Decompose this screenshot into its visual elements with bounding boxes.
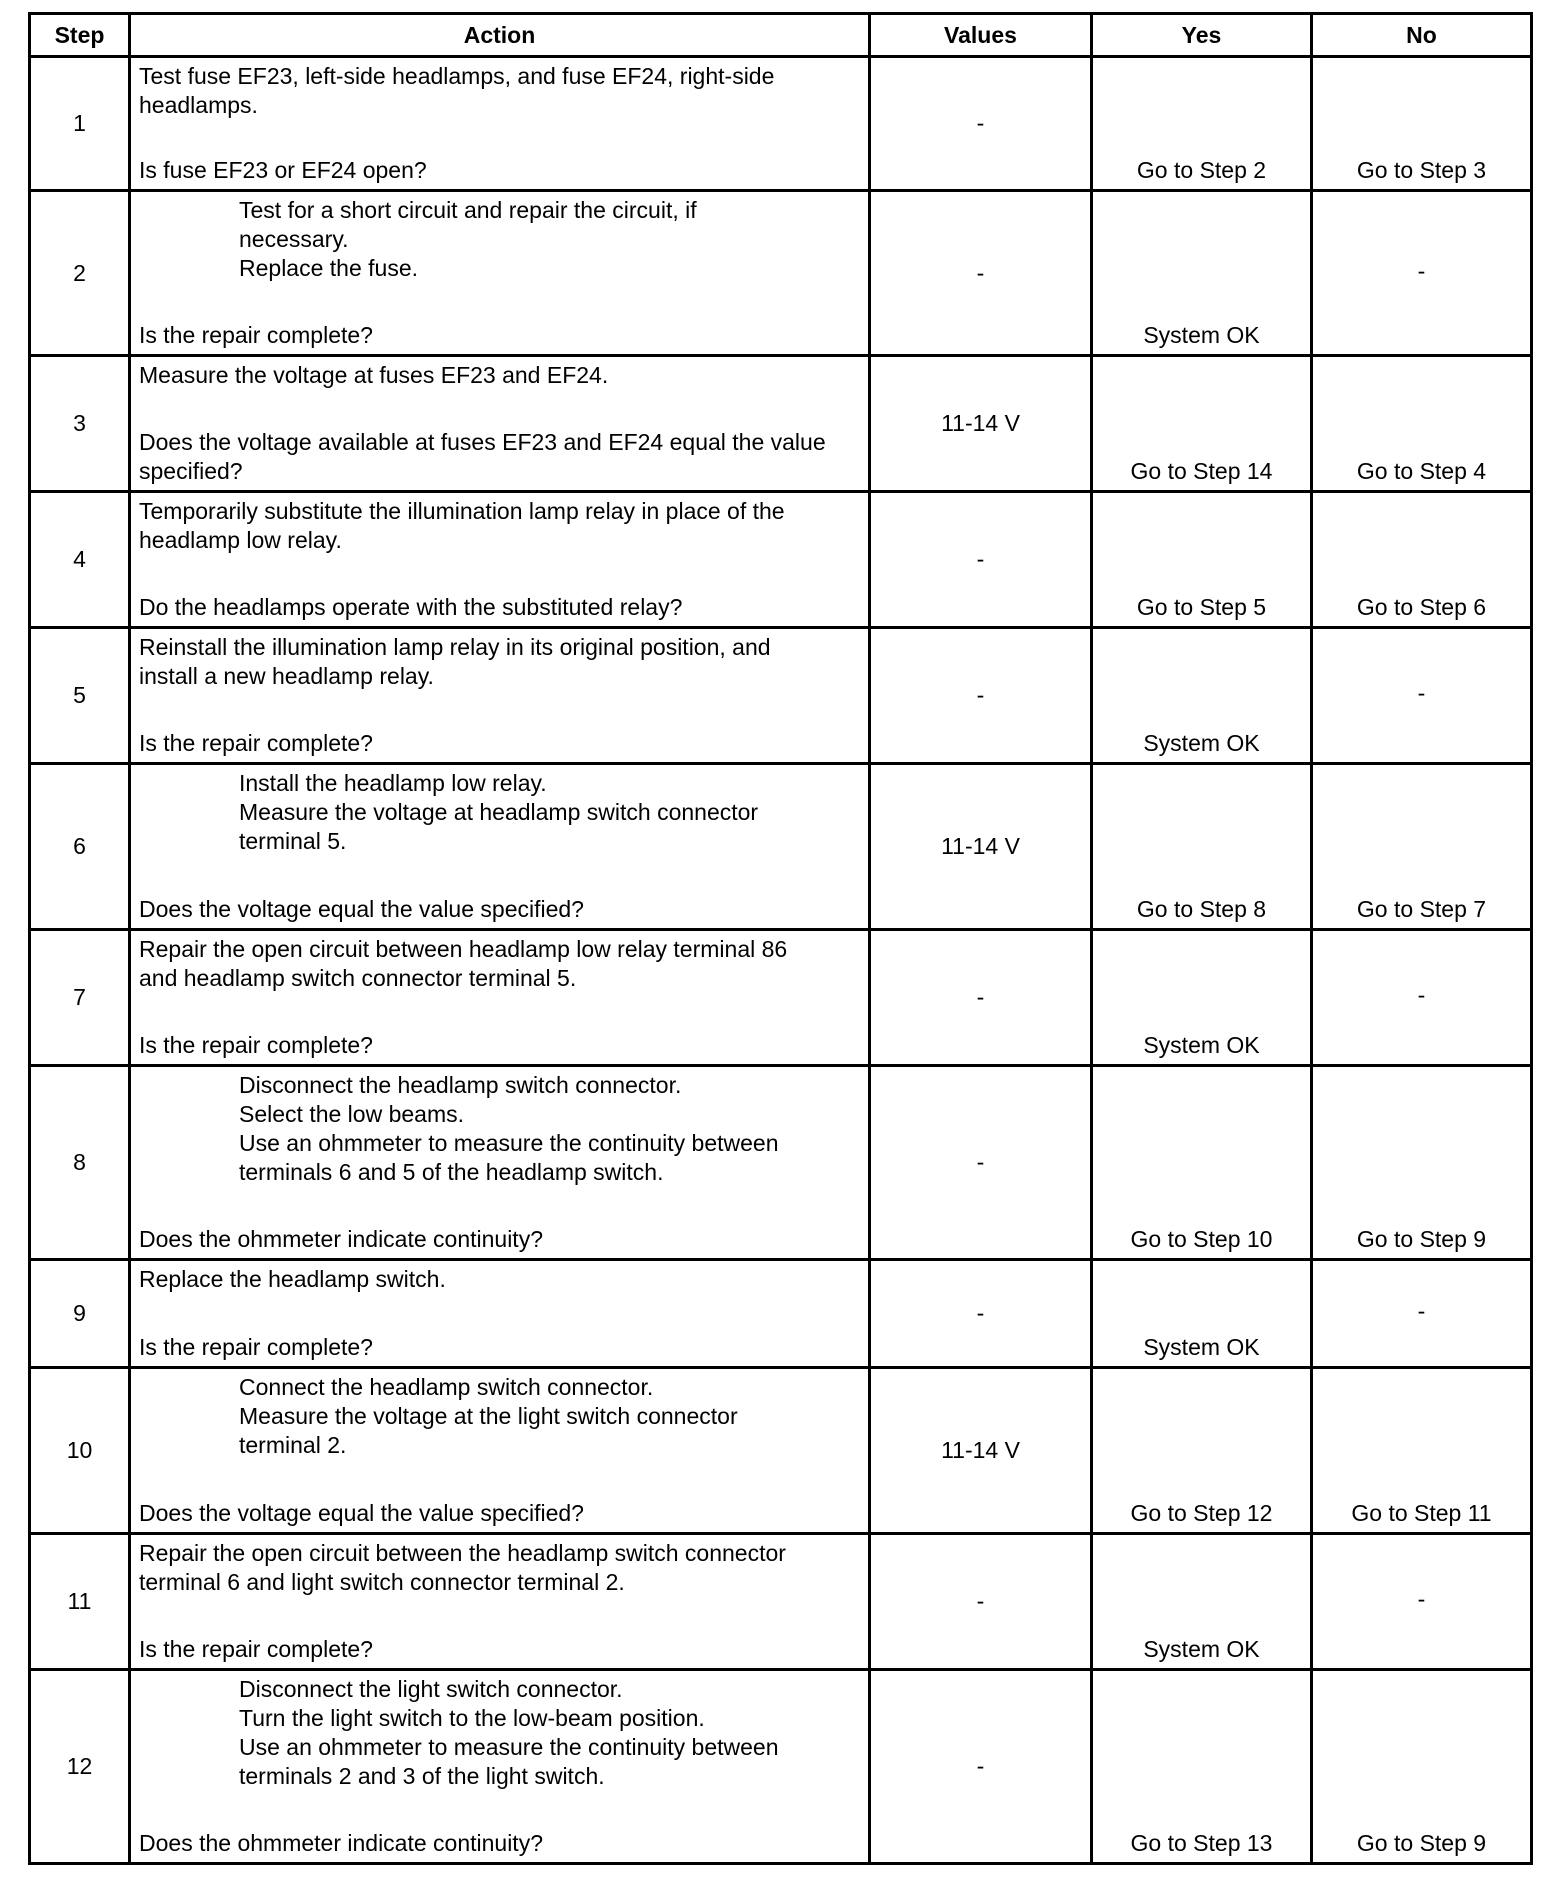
action-instructions — [139, 361, 860, 390]
action-question: Is the repair complete? — [139, 1334, 373, 1360]
no-cell: - — [1312, 1260, 1532, 1368]
yes-cell: Go to Step 2 — [1092, 57, 1312, 191]
step-number: 8 — [30, 1066, 130, 1260]
step-number: 6 — [30, 764, 130, 930]
action-question: Is fuse EF23 or EF24 open? — [139, 157, 427, 183]
table-row — [30, 492, 1532, 628]
action-cell — [130, 1368, 870, 1534]
header-action: Action — [130, 14, 870, 57]
action-line: Disconnect the light switch connector. — [239, 1676, 623, 1702]
action-line: terminals 6 and 5 of the headlamp switch. — [239, 1159, 664, 1185]
table-row — [30, 1534, 1532, 1670]
action-cell — [130, 356, 870, 492]
header-values: Values — [870, 14, 1092, 57]
action-cell — [130, 930, 870, 1066]
action-line: Reinstall the illumination lamp relay in its original position, and — [139, 634, 771, 660]
action-question: Does the ohmmeter indicate continuity? — [139, 1830, 543, 1856]
value-cell: - — [870, 191, 1092, 356]
action-instructions — [139, 196, 860, 283]
value-cell: - — [870, 492, 1092, 628]
table-row — [30, 764, 1532, 930]
action-line: Test for a short circuit and repair the circuit, if — [239, 197, 697, 223]
step-number: 10 — [30, 1368, 130, 1534]
action-question: Does the voltage equal the value specified? — [139, 896, 584, 922]
action-question: Is the repair complete? — [139, 1636, 373, 1662]
yes-cell: Go to Step 14 — [1092, 356, 1312, 492]
yes-cell: System OK — [1092, 628, 1312, 764]
action-line: and headlamp switch connector terminal 5. — [139, 965, 577, 991]
yes-cell: Go to Step 10 — [1092, 1066, 1312, 1260]
action-line: necessary. — [239, 226, 349, 252]
no-cell: Go to Step 3 — [1312, 57, 1532, 191]
header-row — [30, 14, 1532, 57]
action-instructions — [139, 497, 860, 555]
action-line: terminal 5. — [239, 828, 347, 854]
action-line: Connect the headlamp switch connector. — [239, 1374, 654, 1400]
no-cell: Go to Step 4 — [1312, 356, 1532, 492]
table-row — [30, 57, 1532, 191]
step-number: 12 — [30, 1670, 130, 1864]
action-question: Is the repair complete? — [139, 1032, 373, 1058]
action-line: headlamps. — [139, 92, 258, 118]
no-cell: Go to Step 6 — [1312, 492, 1532, 628]
value-cell: - — [870, 57, 1092, 191]
action-cell — [130, 628, 870, 764]
yes-cell: System OK — [1092, 930, 1312, 1066]
action-cell — [130, 1670, 870, 1864]
table-row — [30, 1670, 1532, 1864]
no-cell: - — [1312, 930, 1532, 1066]
no-cell: Go to Step 9 — [1312, 1670, 1532, 1864]
action-question: Does the voltage available at fuses EF23 and EF24 equal the value specified? — [139, 429, 826, 484]
step-number: 5 — [30, 628, 130, 764]
table-row — [30, 1260, 1532, 1368]
yes-cell: Go to Step 5 — [1092, 492, 1312, 628]
action-question: Is the repair complete? — [139, 730, 373, 756]
action-line: install a new headlamp relay. — [139, 663, 434, 689]
no-cell: Go to Step 11 — [1312, 1368, 1532, 1534]
action-line: terminal 6 and light switch connector terminal 2. — [139, 1569, 625, 1595]
action-line: terminals 2 and 3 of the light switch. — [239, 1763, 605, 1789]
yes-cell: System OK — [1092, 1260, 1312, 1368]
step-number: 2 — [30, 191, 130, 356]
action-line: Use an ohmmeter to measure the continuity between — [239, 1734, 779, 1760]
yes-cell: System OK — [1092, 1534, 1312, 1670]
action-cell — [130, 1066, 870, 1260]
step-number: 3 — [30, 356, 130, 492]
value-cell: - — [870, 930, 1092, 1066]
action-cell — [130, 57, 870, 191]
header-no: No — [1312, 14, 1532, 57]
action-question: Does the ohmmeter indicate continuity? — [139, 1226, 543, 1252]
action-line: Replace the fuse. — [239, 255, 419, 281]
action-question: Do the headlamps operate with the substituted relay? — [139, 594, 683, 620]
yes-cell: Go to Step 12 — [1092, 1368, 1312, 1534]
action-line: terminal 2. — [239, 1432, 347, 1458]
action-instructions — [139, 769, 860, 856]
value-cell: - — [870, 628, 1092, 764]
action-line: Disconnect the headlamp switch connector. — [239, 1072, 682, 1098]
step-number: 9 — [30, 1260, 130, 1368]
table-row — [30, 930, 1532, 1066]
action-line: Select the low beams. — [239, 1101, 465, 1127]
action-line: headlamp low relay. — [139, 527, 342, 553]
table-row — [30, 191, 1532, 356]
action-instructions — [139, 633, 860, 691]
header-yes: Yes — [1092, 14, 1312, 57]
table-row — [30, 356, 1532, 492]
table-row — [30, 1368, 1532, 1534]
action-line: Repair the open circuit between the headlamp switch connector — [139, 1540, 786, 1566]
action-cell — [130, 1534, 870, 1670]
no-cell: - — [1312, 191, 1532, 356]
action-question: Does the voltage equal the value specified? — [139, 1500, 584, 1526]
step-number: 4 — [30, 492, 130, 628]
action-question: Is the repair complete? — [139, 322, 373, 348]
table-row — [30, 628, 1532, 764]
no-cell: - — [1312, 1534, 1532, 1670]
value-cell: 11-14 V — [870, 1368, 1092, 1534]
yes-cell: Go to Step 13 — [1092, 1670, 1312, 1864]
step-number: 11 — [30, 1534, 130, 1670]
action-line: Measure the voltage at fuses EF23 and EF24. — [139, 362, 609, 388]
value-cell: - — [870, 1534, 1092, 1670]
action-cell — [130, 764, 870, 930]
action-line: Turn the light switch to the low-beam position. — [239, 1705, 705, 1731]
action-cell — [130, 1260, 870, 1368]
action-line: Replace the headlamp switch. — [139, 1266, 446, 1292]
action-cell — [130, 191, 870, 356]
action-line: Install the headlamp low relay. — [239, 770, 547, 796]
no-cell: - — [1312, 628, 1532, 764]
action-line: Use an ohmmeter to measure the continuity between — [239, 1130, 779, 1156]
no-cell: Go to Step 7 — [1312, 764, 1532, 930]
value-cell: - — [870, 1066, 1092, 1260]
step-number: 1 — [30, 57, 130, 191]
action-instructions — [139, 1539, 860, 1597]
action-instructions — [139, 935, 860, 993]
diagnostic-table — [28, 12, 1533, 1865]
action-line: Repair the open circuit between headlamp low relay terminal 86 — [139, 936, 788, 962]
action-instructions — [139, 62, 860, 120]
action-cell — [130, 492, 870, 628]
header-step: Step — [30, 14, 130, 57]
action-instructions — [139, 1265, 860, 1294]
table-row — [30, 1066, 1532, 1260]
action-instructions — [139, 1071, 860, 1187]
action-line: Measure the voltage at the light switch connector — [239, 1403, 738, 1429]
yes-cell: System OK — [1092, 191, 1312, 356]
action-line: Test fuse EF23, left-side headlamps, and fuse EF24, right-side — [139, 63, 775, 89]
value-cell: - — [870, 1670, 1092, 1864]
no-cell: Go to Step 9 — [1312, 1066, 1532, 1260]
action-instructions — [139, 1373, 860, 1460]
action-line: Temporarily substitute the illumination lamp relay in place of the — [139, 498, 785, 524]
step-number: 7 — [30, 930, 130, 1066]
value-cell: 11-14 V — [870, 356, 1092, 492]
value-cell: 11-14 V — [870, 764, 1092, 930]
action-instructions — [139, 1675, 860, 1791]
value-cell: - — [870, 1260, 1092, 1368]
yes-cell: Go to Step 8 — [1092, 764, 1312, 930]
action-line: Measure the voltage at headlamp switch connector — [239, 799, 759, 825]
